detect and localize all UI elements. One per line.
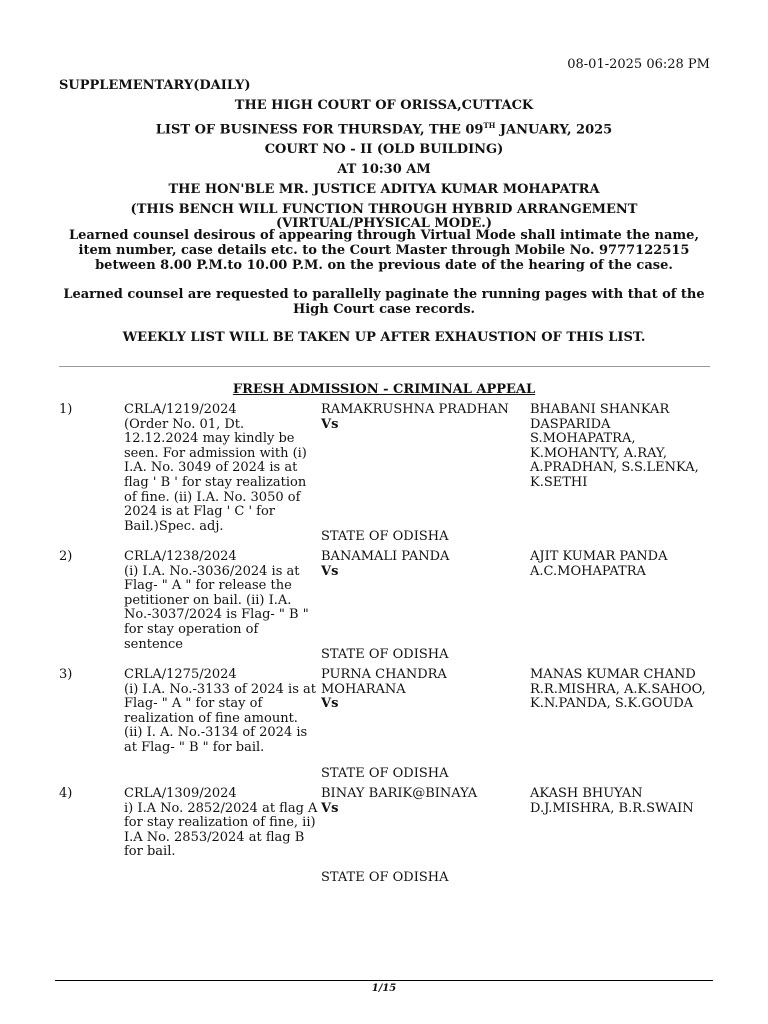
virtual-mode-notice: Learned counsel desirous of appearing through Virtual Mode shall intimate the name, item number, case details etc. to the Court Master through Mobile No. 9777122515 between 8.00 P.M.to 10.00 P.M. on the previous date of the hearing of the case.: [69, 228, 699, 273]
list-date-sup: TH: [483, 121, 496, 130]
advocate-name: R.R.MISHRA, A.K.SAHOO,: [530, 681, 706, 697]
case-details: [124, 668, 320, 756]
advocate-name: AKASH BHUYAN: [530, 786, 643, 801]
case-parties: [321, 403, 521, 432]
case-details: [124, 550, 320, 652]
petitioner-name: PURNA CHANDRA MOHARANA: [321, 667, 447, 697]
advocate-list: [530, 787, 720, 816]
case-remarks: (i) I.A. No.-3036/2024 is at Flag- " A " for release the petitioner on bail. (ii) I.A. No.-3037/2024 is Flag- " B " for stay operation of sentence: [124, 563, 309, 652]
advocate-name: K.N.PANDA, S.K.GOUDA: [530, 696, 694, 712]
advocate-name: A.C.MOHAPATRA: [530, 563, 646, 579]
advocate-name: BHABANI SHANKAR DASPARIDA: [530, 402, 670, 432]
advocate-list: [530, 550, 720, 579]
advocate-name: MANAS KUMAR CHAND: [530, 667, 696, 682]
weekly-list-notice: WEEKLY LIST WILL BE TAKEN UP AFTER EXHAUSTION OF THIS LIST.: [122, 330, 646, 345]
respondent-name: STATE OF ODISHA: [321, 870, 449, 885]
print-timestamp: 08-01-2025 06:28 PM: [567, 57, 710, 72]
case-parties: [321, 787, 521, 816]
advocate-list: [530, 403, 720, 491]
versus-label: Vs: [321, 696, 339, 712]
list-date-suffix: JANUARY, 2025: [499, 122, 613, 138]
case-serial: 3): [59, 667, 73, 682]
pagination-notice: Learned counsel are requested to parallelly paginate the running pages with that of the High Court case records.: [63, 287, 705, 317]
petitioner-name: BANAMALI PANDA: [321, 549, 450, 564]
versus-label: Vs: [321, 563, 339, 579]
page-number: 1/15: [371, 983, 397, 994]
case-details: [124, 787, 320, 860]
header-block: [55, 99, 713, 237]
versus-label: Vs: [321, 800, 339, 816]
case-details: [124, 403, 320, 534]
advocate-name: AJIT KUMAR PANDA: [530, 549, 668, 564]
case-number: CRLA/1238/2024: [124, 549, 237, 564]
versus-label: Vs: [321, 416, 339, 432]
petitioner-name: BINAY BARIK@BINAYA: [321, 786, 478, 801]
case-parties: [321, 668, 521, 712]
case-number: CRLA/1275/2024: [124, 667, 237, 682]
respondent-name: STATE OF ODISHA: [321, 766, 449, 781]
advocate-name: A.PRADHAN, S.S.LENKA,: [530, 460, 699, 476]
list-type: SUPPLEMENTARY(DAILY): [59, 78, 251, 93]
case-serial: 1): [59, 402, 73, 417]
advocate-name: K.MOHANTY, A.RAY,: [530, 445, 667, 461]
bench-note: (THIS BENCH WILL FUNCTION THROUGH HYBRID ARRANGEMENT (VIRTUAL/PHYSICAL MODE.): [130, 202, 638, 232]
case-serial: 4): [59, 786, 73, 801]
case-remarks: (Order No. 01, Dt. 12.12.2024 may kindly be seen. For admission with (i) I.A. No. 3049 of 2024 is at flag ' B ' for stay realization of fine. (ii) I.A. No. 3050 of 2024 is at Flag ' C ' for Bail.)Spec. adj.: [124, 416, 307, 534]
advocate-name: K.SETHI: [530, 474, 588, 490]
list-date-prefix: LIST OF BUSINESS FOR THURSDAY, THE 09: [155, 122, 484, 138]
case-remarks: (i) I.A. No.-3133 of 2024 is at Flag- " A " for stay of realization of fine amount. (ii) I. A. No.-3134 of 2024 is at Flag- " B " for bail.: [124, 681, 316, 755]
case-number: CRLA/1219/2024: [124, 402, 237, 417]
advocate-name: S.MOHAPATRA,: [530, 431, 636, 447]
case-remarks: i) I.A No. 2852/2024 at flag A for stay realization of fine, ii) I.A No. 2853/2024 at flag B for bail.: [124, 800, 318, 860]
advocate-list: [530, 668, 720, 712]
footer-divider: [55, 980, 713, 981]
list-date: [55, 119, 713, 137]
respondent-name: STATE OF ODISHA: [321, 529, 449, 544]
section-title: FRESH ADMISSION - CRIMINAL APPEAL: [232, 382, 536, 397]
respondent-name: STATE OF ODISHA: [321, 647, 449, 662]
court-number: COURT NO - II (OLD BUILDING): [264, 142, 504, 158]
court-name: THE HIGH COURT OF ORISSA,CUTTACK: [234, 98, 534, 113]
sitting-time: AT 10:30 AM: [337, 162, 431, 178]
case-number: CRLA/1309/2024: [124, 786, 237, 801]
header-divider: [59, 366, 710, 367]
judge-name: THE HON'BLE MR. JUSTICE ADITYA KUMAR MOHAPATRA: [168, 182, 600, 198]
advocate-name: D.J.MISHRA, B.R.SWAIN: [530, 800, 694, 816]
case-parties: [321, 550, 521, 579]
case-serial: 2): [59, 549, 73, 564]
petitioner-name: RAMAKRUSHNA PRADHAN: [321, 402, 509, 417]
